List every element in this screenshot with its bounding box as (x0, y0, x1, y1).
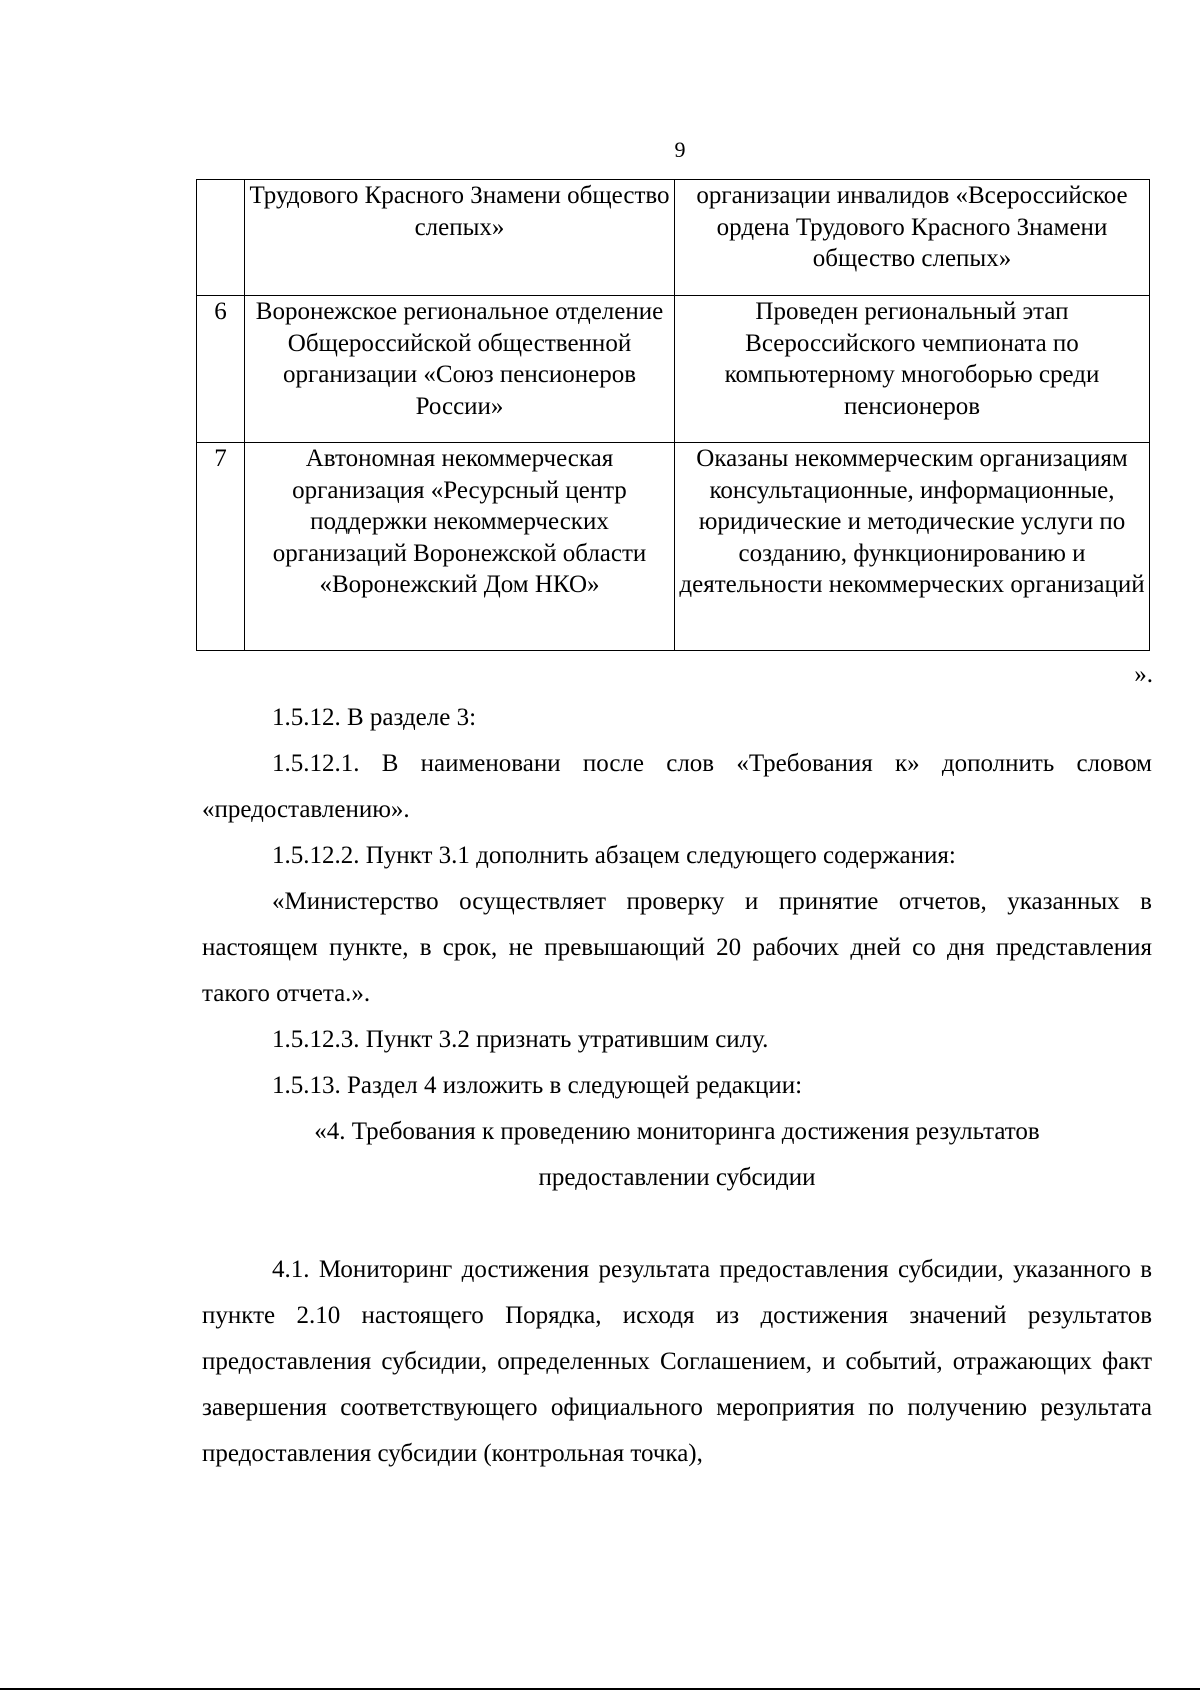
bottom-rule (0, 1688, 1200, 1690)
table-row (197, 443, 1150, 651)
row-number-cell (197, 180, 245, 296)
section-heading (202, 1109, 1152, 1201)
section-heading-line2: предоставлении субсидии (538, 1164, 816, 1191)
result-cell: Проведен региональный этап Всероссийского чемпионата по компьютерному многоборью среди пенсионеров (675, 296, 1150, 443)
paragraph-1-5-12-1: 1.5.12.1. В наименовани после слов «Требования к» дополнить словом «предоставлению». (202, 750, 1152, 823)
table-row (197, 180, 1150, 296)
document-body (202, 695, 1152, 1477)
paragraph-1-5-12: 1.5.12. В разделе 3: (272, 704, 477, 731)
spacer (202, 1201, 1152, 1247)
table-row (197, 296, 1150, 443)
result-cell: Оказаны некоммерческим организациям консультационные, информационные, юридические и методические услуги по созданию, функционированию и деятельности некоммерческих организаций (675, 443, 1150, 651)
paragraph-1-5-12-3: 1.5.12.3. Пункт 3.2 признать утратившим силу. (272, 1026, 769, 1053)
organization-cell: Воронежское региональное отделение Общероссийской общественной организации «Союз пенсионеров России» (245, 296, 675, 443)
row-number-cell: 7 (197, 443, 245, 651)
paragraph-4-1: 4.1. Мониторинг достижения результата предоставления субсидии, указанного в пункте 2.10 настоящего Порядка, исходя из достижения значений результатов предоставления субсидии, определенных Соглашением, и событий, отражающих факт завершения соответствующего официального мероприятия по получению результата предоставления субсидии (контрольная точка), (202, 1256, 1152, 1467)
row-number-cell: 6 (197, 296, 245, 443)
paragraph-1-5-12-2: 1.5.12.2. Пункт 3.1 дополнить абзацем следующего содержания: (272, 842, 956, 869)
page-number: 9 (674, 137, 686, 162)
organizations-table (196, 179, 1150, 651)
paragraph-quote: «Министерство осуществляет проверку и принятие отчетов, указанных в настоящем пункте, в срок, не превышающий 20 рабочих дней со дня представления такого отчета.». (202, 888, 1152, 1007)
paragraph-1-5-13: 1.5.13. Раздел 4 изложить в следующей редакции: (272, 1072, 803, 1099)
organization-cell: Трудового Красного Знамени общество слепых» (245, 180, 675, 296)
table-closing-quote: ». (1134, 661, 1153, 688)
result-cell: организации инвалидов «Всероссийское ордена Трудового Красного Знамени общество слепых» (675, 180, 1150, 296)
organization-cell: Автономная некоммерческая организация «Ресурсный центр поддержки некоммерческих организаций Воронежской области «Воронежский Дом НКО» (245, 443, 675, 651)
section-heading-line1: «4. Требования к проведению мониторинга достижения результатов (314, 1118, 1040, 1145)
